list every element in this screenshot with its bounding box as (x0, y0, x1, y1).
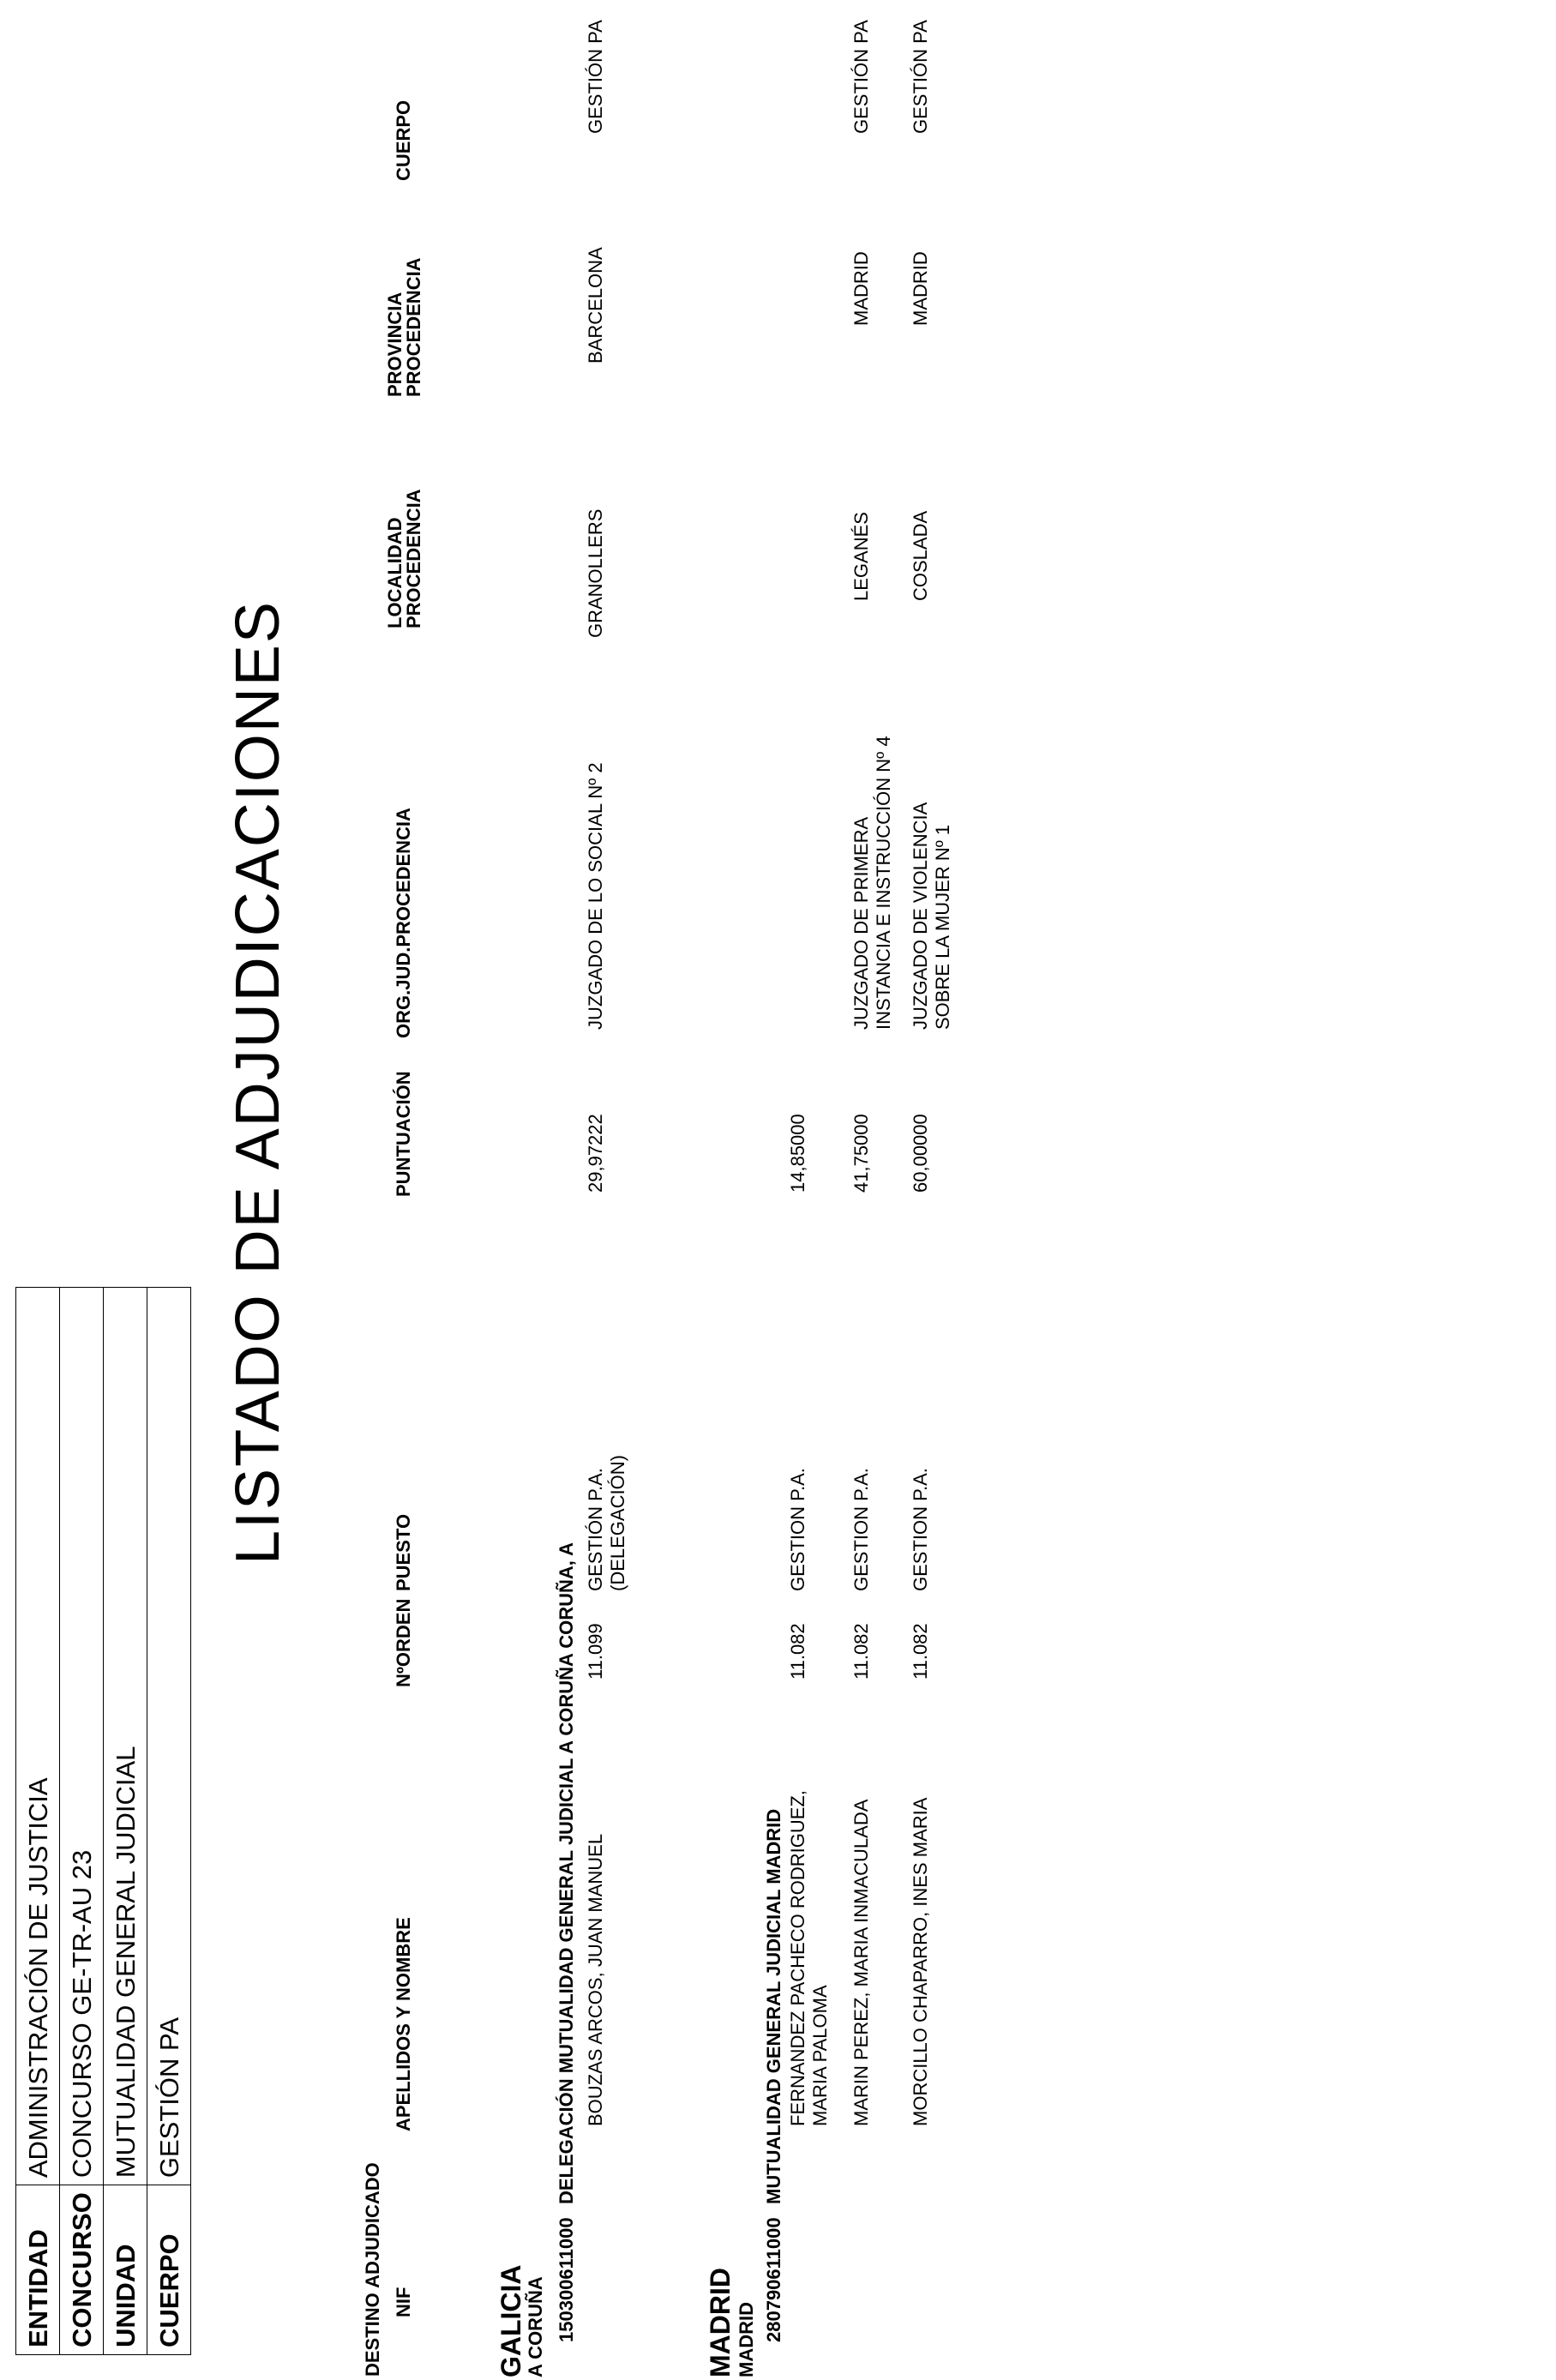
cell-puesto-line: (DELEGACIÓN) (607, 1455, 628, 1591)
column-destino-header: DESTINO ADJUDICADO (362, 2162, 383, 2377)
cell-puntuacion: 14,85000 (787, 1114, 808, 1193)
cell-organo-line: INSTANCIA E INSTRUCCIÓN Nº 4 (873, 736, 894, 1030)
cell-orden: 11.082 (787, 1623, 808, 1680)
cell-localidad: LEGANÉS (850, 512, 872, 601)
column-puntuacion-header: PUNTUACIÓN (393, 1071, 414, 1197)
cell-puesto: GESTION P.A. (910, 1468, 931, 1591)
cell-cuerpo: GESTIÓN PA (910, 20, 931, 134)
column-localidad-header (386, 489, 424, 628)
column-provincia-line2: PROCEDENCIA (403, 257, 424, 397)
destino-code: 150300611000 (556, 2217, 577, 2342)
cell-orden: 11.082 (910, 1623, 931, 1680)
cell-nombre-line: FERNANDEZ PACHECO RODRIGUEZ, (787, 1790, 808, 2126)
destino-name: DELEGACIÓN MUTUALIDAD GENERAL JUDICIAL A CORUÑA CORUÑA, A (556, 1542, 577, 2204)
cell-orden: 11.099 (585, 1623, 606, 1680)
column-orden-header: NºORDEN (393, 1598, 414, 1687)
destino-code: 280790611000 (763, 2217, 784, 2342)
cell-organo-line: SOBRE LA MUJER Nº 1 (932, 824, 953, 1030)
header-value: MUTUALIDAD GENERAL JUDICIAL (104, 1288, 147, 2185)
cell-orden: 11.082 (850, 1623, 872, 1680)
cell-puntuacion: 60,00000 (910, 1114, 931, 1193)
cell-localidad: GRANOLLERS (585, 508, 606, 638)
header-table (15, 1287, 191, 2355)
cell-nombre-line: MARIA PALOMA (809, 1985, 831, 2126)
header-key: ENTIDAD (16, 2185, 60, 2355)
page-title: LISTADO DE ADJUDICACIONES (224, 600, 292, 1565)
cell-cuerpo: GESTIÓN PA (850, 20, 872, 134)
cell-puesto (585, 1455, 629, 1591)
cell-organo (910, 802, 954, 1030)
cell-nombre (787, 1790, 832, 2126)
cell-puesto: GESTION P.A. (787, 1468, 808, 1591)
cell-puntuacion: 29,97222 (585, 1114, 606, 1193)
cell-nombre: MARIN PEREZ, MARIA INMACULADA (850, 1799, 872, 2126)
header-row-cuerpo (147, 1288, 191, 2355)
header-value: CONCURSO GE-TR-AU 23 (60, 1288, 104, 2185)
column-nif-header: NIF (393, 2287, 414, 2317)
header-row-concurso (60, 1288, 104, 2355)
cell-provincia: BARCELONA (585, 247, 606, 364)
cell-puntuacion: 41,75000 (850, 1114, 872, 1193)
header-key: CUERPO (147, 2185, 191, 2355)
cell-organo (850, 736, 895, 1030)
column-organo-header: ORG.JUD.PROCEDENCIA (393, 808, 414, 1038)
province-heading: A CORUÑA (525, 2276, 546, 2377)
cell-puesto: GESTION P.A. (850, 1468, 872, 1591)
column-cuerpo-header: CUERPO (393, 99, 414, 181)
header-value: GESTIÓN PA (147, 1288, 191, 2185)
cell-cuerpo: GESTIÓN PA (585, 20, 606, 134)
cell-localidad: COSLADA (910, 510, 931, 601)
column-provincia-header (386, 257, 424, 397)
destino-name: MUTUALIDAD GENERAL JUDICIAL MADRID (763, 1808, 784, 2204)
column-puesto-header: PUESTO (393, 1513, 414, 1591)
cell-puesto-line: GESTIÓN P.A. (585, 1468, 606, 1591)
cell-organo-line: JUZGADO DE VIOLENCIA (910, 802, 931, 1030)
cell-nombre: MORCILLO CHAPARRO, INES MARIA (910, 1797, 931, 2126)
province-heading: MADRID (736, 2302, 757, 2377)
header-row-unidad (104, 1288, 147, 2355)
region-heading: GALICIA (496, 2264, 526, 2377)
header-value: ADMINISTRACIÓN DE JUSTICIA (16, 1288, 60, 2185)
column-localidad-line2: PROCEDENCIA (403, 489, 424, 628)
cell-organo-line: JUZGADO DE PRIMERA (850, 816, 872, 1030)
region-heading: MADRID (705, 2268, 736, 2377)
column-provincia-line1: PROVINCIA (384, 291, 406, 397)
cell-nombre: BOUZAS ARCOS, JUAN MANUEL (585, 1833, 606, 2126)
column-apellidos-header: APELLIDOS Y NOMBRE (393, 1917, 414, 2131)
header-key: CONCURSO (60, 2185, 104, 2355)
header-row-entidad (16, 1288, 60, 2355)
header-key: UNIDAD (104, 2185, 147, 2355)
column-localidad-line1: LOCALIDAD (384, 517, 406, 628)
cell-provincia: MADRID (850, 251, 872, 326)
cell-organo: JUZGADO DE LO SOCIAL Nº 2 (585, 762, 606, 1030)
cell-provincia: MADRID (910, 251, 931, 326)
